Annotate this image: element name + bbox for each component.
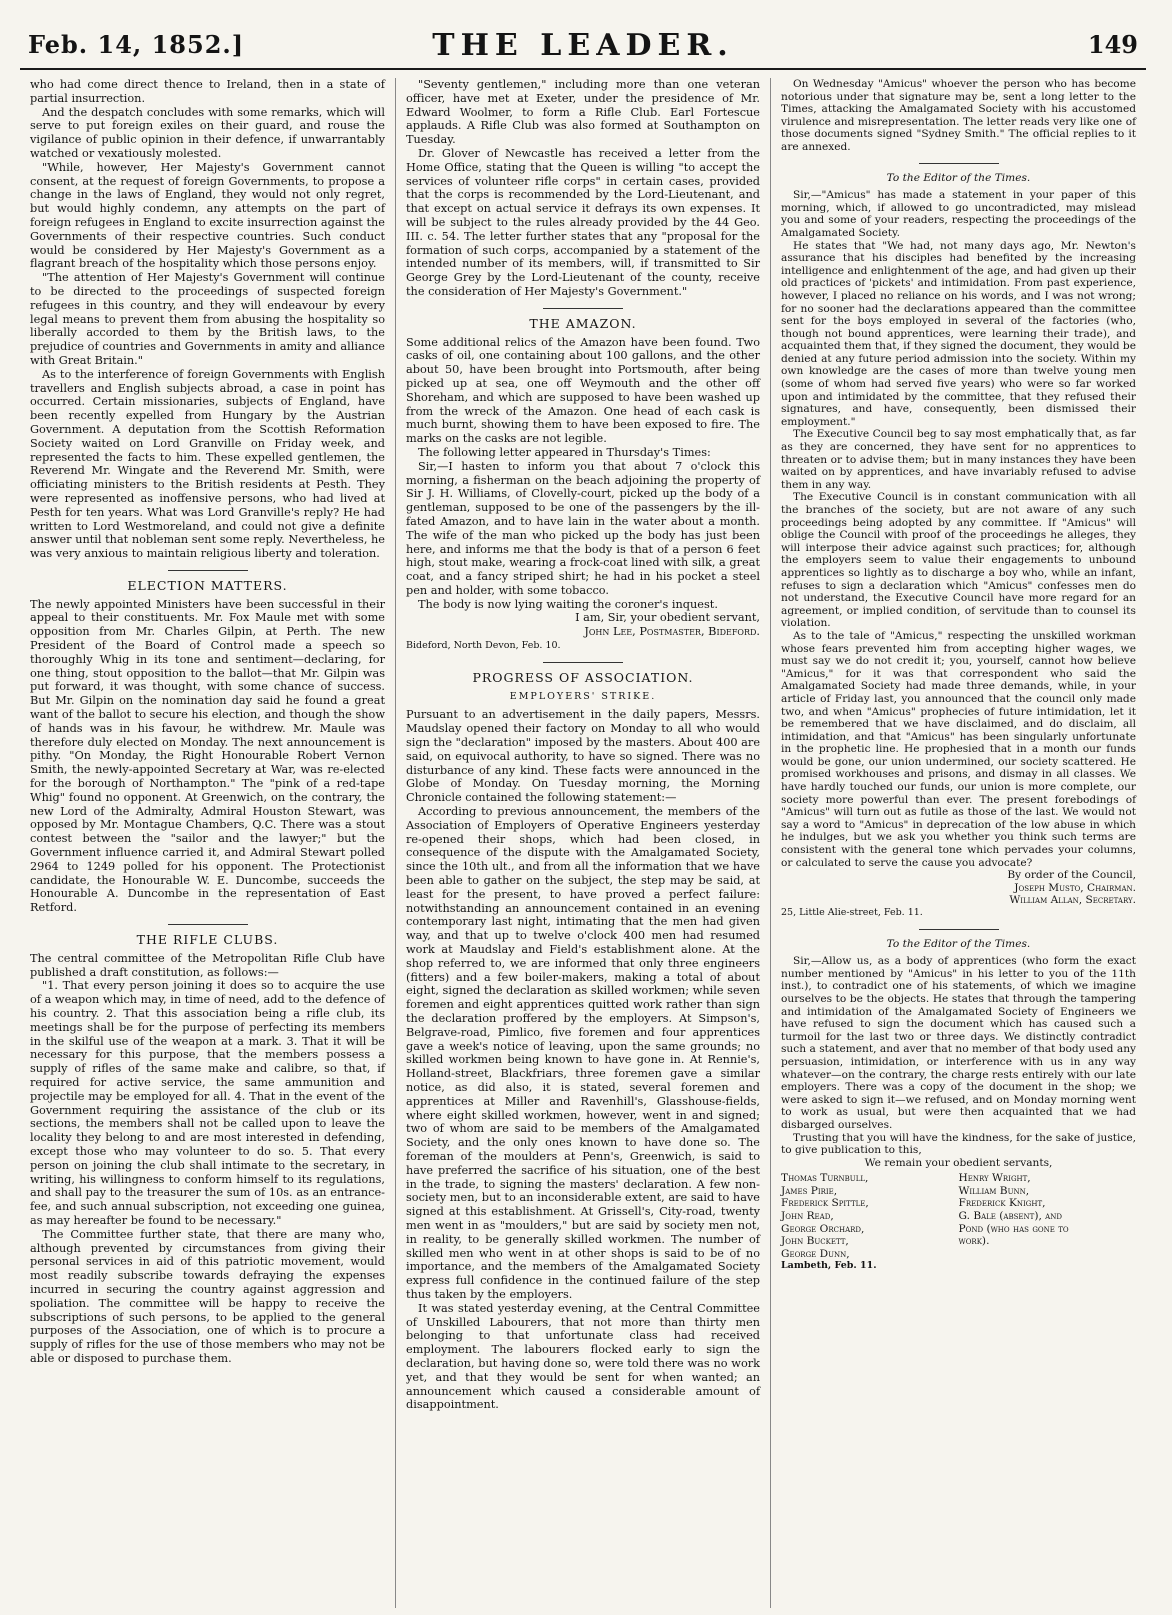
column-3 <box>770 78 1146 1608</box>
section-divider <box>543 308 623 309</box>
column-2 <box>395 78 770 1608</box>
columns <box>20 78 1146 1608</box>
signature-name: Joseph Musto, Chairman. <box>1014 881 1136 894</box>
section-divider <box>543 662 623 663</box>
quoted-paragraph: "While, however, Her Majesty's Government cannot consent, at the request of foreign Governments, to propose a change in the laws of England, they would not only regret, but would highly condemn, any attempts on the part of foreign refugees in England to excite insurrection against the Governments of their respective countries. Such conduct would be considered by Her Majesty's Government as a flagrant breach of the hospitality which those persons enjoy. <box>30 160 385 271</box>
quoted-paragraph: According to previous announcement, the members of the Association of Employers of Operative Engineers yesterday re-opened their shops, which had been closed, in consequence of the dispute with the Amalgamated Society, since the 10th ult., and from all the information that we have been able to gather on the subject, the step may be said, at least for the present, to have proved a perfect failure: notwithstanding an announcement contained in an evening contemporary last night, intimating that the men had given way, and that up to twelve o'clock 400 men had resumed work at Maudslay and Field's establishment alone. At the shop referred to, we are informed that only three engineers (fitters) and a few boiler-makers, making a total of about eight, signed the declaration as skilled workmen; while seven foremen and eight apprentices quitted work rather than sign the declaration proffered by the employers. At Simpson's, Belgrave-road, Pimlico, five foremen and four apprentices gave a week's notice of leaving, upon the same grounds; no skilled workmen being known to have gone in. At Rennie's, Holland-street, Blackfriars, three foremen gave a similar notice, as did also, it is stated, several foremen and apprentices at Miller and Ravenhill's, Glasshouse-fields, where eight skilled workmen, however, went in and signed; two of whom are said to be members of the Amalgamated Society, and the only ones known to have done so. The foreman of the moulders at Penn's, Greenwich, is said to have preferred the sacrifice of his situation, one of the best in the trade, to signing the masters' declaration. A few non-society men, but to an inconsiderable extent, are said to have signed at this establishment. At Grissell's, City-road, twenty men went in as "moulders," but are said by society men not, in reality, to be generally skilled workmen. The number of skilled men who went in at other shops is said to be of no importance, and the members of the Amalgamated Society express full confidence in the continued failure of the step thus taken by the employers. <box>406 805 760 1301</box>
paragraph: And the despatch concludes with some remarks, which will serve to put foreign exiles on their guard, and rouse the vigilance of public opinion in their defence, if unwarrantably watched or vexatiously molested. <box>30 105 385 160</box>
letter-signature <box>406 611 760 639</box>
column-1 <box>20 78 395 1608</box>
paragraph: The newly appointed Ministers have been successful in their appeal to their constituents. Mr. Fox Maule met with some opposition from Mr. Charles Gilpin, at Perth. The new President of the Board of Control made a speech so thoroughly Whig in its tone and sentiment—declaring, for one thing, stout opposition to the ballot—that Mr. Gilpin was put forward, it was thought, with some chance of success. But Mr. Gilpin on the nomination day said he found a great want of the ballot to secure his election, and though the show of hands was in his favour, he withdrew. Mr. Maule was therefore duly elected on Monday. The next announcement is pithy. "On Monday, the Right Honourable Robert Vernon Smith, the newly-appointed Secretary at War, was re-elected for the borough of Northampton." The "pink of a red-tape Whig" found no opponent. At Greenwich, on the contrary, the new Lord of the Admiralty, Admiral Houston Stewart, was opposed by Mr. Montague Chambers, Q.C. There was a stout contest between the "sailor and the lawyer;" but the Government influence carried it, and Admiral Stewart polled 2964 to 1249 polled for his opponent. The Protectionist candidate, the Honourable W. E. Duncombe, succeeds the Honourable A. Duncombe in the representation of East Retford. <box>30 597 385 915</box>
signature-line: I am, Sir, your obedient servant, <box>575 611 760 625</box>
letter-paragraph: The Executive Council is in constant communication with all the branches of the society, but are not aware of any such proceedings being adopted by any committee. If "Amicus" will oblige the Council with proof of the proceedings he alleges, they will interpose their advice against such practices; for, although the employers seem to value their engagements to unbound apprentices so lightly as to discharge a boy who, while an infant, refuses to sign a declaration which "Amicus" confesses men do not understand, the Executive Council have more regard for an agreement, or implied condition, of servitude than to counsel its violation. <box>781 491 1136 630</box>
paragraph: "Seventy gentlemen," including more than one veteran officer, have met at Exeter, under the presidence of Mr. Edward Woolmer, to form a Rifle Club. Earl Fortescue applauds. A Rifle Club was also formed at Southampton on Tuesday. <box>406 78 760 147</box>
signer-name: Pond (who has gone to <box>958 1222 1069 1235</box>
letter-heading: To the Editor of the Times. <box>886 937 1031 950</box>
section-divider <box>168 570 248 571</box>
signer-name: John Buckett, <box>781 1235 849 1248</box>
letter-paragraph: Sir,—"Amicus" has made a statement in your paper of this morning, which, if allowed to go uncontradicted, may mislead you and some of your readers, respecting the proceedings of the Amalgamated Society. <box>781 189 1136 239</box>
page-number: 149 <box>1087 30 1138 59</box>
signer-name: James Pirie, <box>781 1184 838 1197</box>
letter-place-date: Bideford, North Devon, Feb. 10. <box>406 640 561 652</box>
signer-name: Thomas Turnbull, <box>781 1172 869 1185</box>
signature-line: By order of the Council, <box>1007 869 1136 882</box>
paragraph: As to the interference of foreign Governments with English travellers and English subjects abroad, a case in point has occurred. Certain missionaries, subjects of England, have been recently expelled from Hungary by the Austrian Government. A deputation from the Scottish Reformation Society waited on Lord Granville on Friday week, and represented the facts to him. These expelled gentlemen, the Reverend Mr. Wingate and the Reverend Mr. Smith, were officiating ministers to the British residents at Pesth. They were represented as inoffensive persons, who had lived at Pesth for ten years. What was Lord Granville's reply? He had written to Lord Westmoreland, and could not give a definite answer until that nobleman sent some reply. Nevertheless, he was very anxious to maintain religious liberty and toleration. <box>30 367 385 561</box>
masthead <box>20 20 1146 70</box>
paragraph: The following letter appeared in Thursday's Times: <box>418 445 711 459</box>
letter-paragraph: Sir,—Allow us, as a body of apprentices (who form the exact number mentioned by "Amicus" in his letter to you of the 11th inst.), to contradict one of his statements, of which we imagine ourselves to be the objects. He states that through the tampering and intimidation of the Amalgamated Society of Engineers we have refused to sign the document which has caused such a turmoil for the last two or three days. We distinctly contradict such a statement, and aver that no member of that body used any persuasion, intimidation, or interference with us in any way whatever—on the contrary, the charge rests entirely with our late employers. There was a copy of the document in the shop; we were asked to sign it—we refused, and on Monday morning went to work as usual, but were then acquainted that we had disbarged ourselves. <box>781 955 1136 1131</box>
paragraph: Pursuant to an advertisement in the daily papers, Messrs. Maudslay opened their factory on Monday to all who would sign the "declaration" imposed by the masters. About 400 are said, on equivocal authority, to have so signed. There was no disturbance of any kind. These facts were announced in the Globe of Monday. On Tuesday morning, the Morning Chronicle contained the following statement:— <box>406 708 760 805</box>
section-divider <box>919 929 999 930</box>
signer-name: Frederick Knight, <box>958 1197 1046 1210</box>
signer-name: William Bunn, <box>958 1184 1030 1197</box>
signer-name: George Orchard, <box>781 1222 865 1235</box>
paragraph: The Committee further state, that there are many who, although prevented by circumstances from giving their personal services in aid of this patriotic movement, would most readily subscribe towards defraying the expenses incurred in securing the country against aggression and spoliation. The committee will be happy to receive the subscriptions of such persons, to be applied to the general purposes of the Association, one of which is to procure a supply of rifles for the use of those members who may not be able or disposed to purchase them. <box>30 1227 385 1365</box>
signer-name: John Read, <box>781 1210 834 1223</box>
paragraph: Dr. Glover of Newcastle has received a letter from the Home Office, stating that the Queen is willing "to accept the services of volunteer rifle corps" in certain cases, provided that the corps is recommended by the Lord-Lieutenant, and that except on actual service it defrays its own expenses. It will be subject to the rules already provided by the 44 Geo. III. c. 54. The letter further states that any "proposal for the formation of such corps, accompanied by a statement of the intended number of its members, will, if transmitted to Sir George Grey by the Lord-Lieutenant of the county, receive the consideration of Her Majesty's Government." <box>406 146 760 298</box>
signature-name: William Allan, Secretary. <box>1009 894 1136 907</box>
signer-name: G. Bale (absent), and <box>958 1210 1062 1223</box>
issue-date: Feb. 14, 1852.] <box>28 30 245 59</box>
signer-name: work). <box>958 1235 990 1248</box>
letter-paragraph: As to the tale of "Amicus," respecting the unskilled workman whose fears prevented him from accepting higher wages, we must say we do not credit it; you, yourself, cannot how believe "Amicus," for it was that correspondent who said the Amalgamated Society had made three demands, while, in your article of Friday last, you announced that the council only made two, and when "Amicus" prophecies of future intimidation, let it be remembered that we have disclaimed, and do disclaim, all intimidation, and that "Amicus" has been singularly unfortunate in the prophetic line. He prophesied that in a month our funds would be gone, our union undermined, our society scattered. He promised workhouses and prisons, and dismay in all classes. We have hardly touched our funds, our union is more complete, our society more powerful than ever. The present forebodings of "Amicus" will turn out as futile as those of the last. We would not say a word to "Amicus" in deprecation of the low abuse in which he indulges, but we ask you whether you think such terms are consistent with the general tone which pervades your columns, or calculated to serve the cause you advocate? <box>781 629 1136 869</box>
paragraph: On Wednesday "Amicus" whoever the person who has become notorious under that signature may be, sent a long letter to the Times, attacking the Amalgamated Society with his accustomed virulence and misrepresentation. The letter reads very like one of those documents signed "Sydney Smith." The official replies to it are annexed. <box>781 78 1136 153</box>
letter-paragraph: He states that "We had, not many days ago, Mr. Newton's assurance that his disciples had benefited by the increasing intelligence and enlightenment of the age, and had given up their old practices of 'pickets' and intimidation. From past experience, however, I placed no reliance on his words, and I was not wrong; for no sooner had the declarations appeared than the committee sent for the boys employed in several of the factories (who, though not bound apprentices, were learning their trade), and acquainted them that, if they signed the document, they would be denied at any future period admission into the society. Within my own knowledge are the cases of more than twelve young men (some of whom had served five years) who were so far worked upon and intimidated by the committee, that they refused their signatures, and have, consequently, been dismissed their employment." <box>781 239 1136 428</box>
letter-heading: To the Editor of the Times. <box>886 171 1031 184</box>
quoted-paragraph: "1. That every person joining it does so to acquire the use of a weapon which may, in time of need, add to the defence of his country. 2. That this association being a rifle club, its meetings shall be for the purpose of perfecting its members in the skilful use of the weapon at a mark. 3. That it will be necessary for this purpose, that the members possess a supply of rifles of the same make and calibre, so that, if required for active service, the same ammunition and projectile may be employed for all. 4. That in the event of the Government requiring the assistance of the club or its sections, the members shall not be called upon to leave the locality they belong to and are most interested in defending, except those who may volunteer to do so. 5. That every person on joining the club shall intimate to the secretary, in writing, his willingness to conform himself to its regulations, and shall pay to the treasurer the sum of 10s. as an entrance-fee, and such annual subscription, not exceeding one guinea, as may hereafter be found to be necessary." <box>30 979 385 1227</box>
letter-paragraph: Sir,—I hasten to inform you that about 7 o'clock this morning, a fisherman on the beach adjoining the property of Sir J. H. Williams, of Clovelly-court, picked up the body of a gentleman, supposed to be one of the passengers by the ill-fated Amazon, and to have lain in the water about a month. The wife of the man who picked up the body has just been here, and informs me that the body is that of a person 6 feet high, stout make, wearing a frock-coat lined with silk, a great coat, and a fancy striped shirt; he had in his pocket a steel pen and holder, with some tobacco. <box>406 459 760 597</box>
signers-right-column <box>959 1172 1137 1260</box>
letter-paragraph: The body is now lying waiting the coroner's inquest. <box>418 597 718 611</box>
council-signature <box>781 869 1136 907</box>
section-heading-amazon: THE AMAZON. <box>529 315 637 331</box>
paragraph: who had come direct thence to Ireland, then in a state of partial insurrection. <box>30 78 385 105</box>
section-divider <box>168 924 248 925</box>
paragraph: The central committee of the Metropolitan Rifle Club have published a draft constitution, as follows:— <box>30 951 385 979</box>
signature-name: John Lee, Postmaster, Bideford. <box>584 625 760 639</box>
section-divider <box>919 163 999 164</box>
paragraph: It was stated yesterday evening, at the Central Committee of Unskilled Labourers, that not more than thirty men belonging to that unfortunate class had received employment. The labourers flocked early to sign the declaration, but having done so, were told there was no work yet, and that they would be sent for when wanted; an announcement which caused a considerable amount of disappointment. <box>406 1301 760 1412</box>
signature-line: We remain your obedient servants, <box>864 1156 1053 1169</box>
newspaper-title: THE LEADER. <box>432 28 734 63</box>
letter-paragraph: The Executive Council beg to say most emphatically that, as far as they are concerned, they have sent for no apprentices to threaten or to advise them; but in many instances they have been waited on by apprentices, and have invariably refused to advise them in any way. <box>781 428 1136 491</box>
section-heading-rifle-clubs: THE RIFLE CLUBS. <box>136 932 279 948</box>
quoted-paragraph: "The attention of Her Majesty's Government will continue to be directed to the proceedings of suspected foreign refugees in this country, and they will endeavour by every legal means to prevent them from abusing the hospitality so liberally accorded to them by the British laws, to the prejudice of countries and Governments in amity and alliance with Great Britain." <box>30 271 385 367</box>
letter-place-date: Lambeth, Feb. 11. <box>781 1260 877 1272</box>
signer-name: George Dunn, <box>781 1247 850 1260</box>
signers-left-column <box>781 1172 959 1260</box>
letter-paragraph: Trusting that you will have the kindness, for the sake of justice, to give publication to this, <box>781 1131 1136 1157</box>
signer-name: Henry Wright, <box>958 1172 1031 1185</box>
paragraph: Some additional relics of the Amazon have been found. Two casks of oil, one containing about 100 gallons, and the other about 50, have been brought into Portsmouth, after being picked up at sea, one off Weymouth and the other off Shoreham, and which are supposed to have been washed up from the wreck of the Amazon. One head of each cask is much burnt, showing them to have been exposed to fire. The marks on the casks are not legible. <box>406 335 760 446</box>
apprentice-signers <box>781 1172 1136 1260</box>
section-subheading-employers-strike: EMPLOYERS' STRIKE. <box>509 690 657 702</box>
section-heading-progress-of-association: PROGRESS OF ASSOCIATION. <box>472 669 694 685</box>
signer-name: Frederick Spittle, <box>781 1197 869 1210</box>
section-heading-election-matters: ELECTION MATTERS. <box>127 577 288 593</box>
letter-place-date: 25, Little Alie-street, Feb. 11. <box>781 907 923 918</box>
